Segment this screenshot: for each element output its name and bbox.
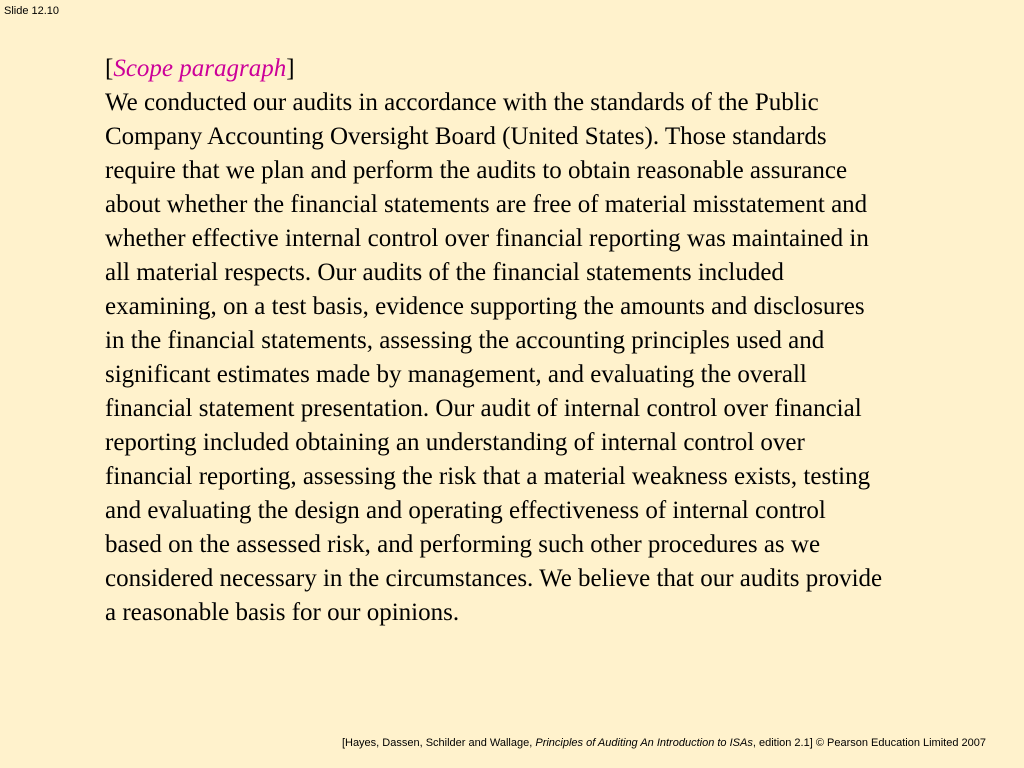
paragraph-line: require that we plan and perform the audits to obtain reasonable assurance (105, 157, 848, 184)
paragraph-line: all material respects. Our audits of the financial statements included (105, 259, 784, 286)
section-heading (105, 52, 1005, 86)
paragraph-line: significant estimates made by management, and evaluating the overall (105, 361, 807, 388)
paragraph-line: a reasonable basis for our opinions. (105, 599, 460, 626)
heading-close-bracket: ] (286, 55, 295, 82)
scope-paragraph-text (105, 86, 1005, 630)
paragraph-line: reporting included obtaining an understanding of internal control over (105, 429, 805, 456)
paragraph-line: considered necessary in the circumstances. We believe that our audits provide (105, 565, 883, 592)
paragraph-line: whether effective internal control over financial reporting was maintained in (105, 225, 869, 252)
slide-number: Slide 12.10 (4, 5, 60, 17)
footer-prefix: [Hayes, Dassen, Schilder and Wallage, (341, 737, 536, 749)
paragraph-line: Company Accounting Oversight Board (United States). Those standards (105, 123, 827, 150)
footer-citation (342, 737, 986, 749)
paragraph-line: and evaluating the design and operating effectiveness of internal control (105, 497, 826, 524)
paragraph-line: We conducted our audits in accordance with the standards of the Public (105, 89, 819, 116)
heading-open-bracket: [ (105, 55, 114, 82)
paragraph-line: examining, on a test basis, evidence supporting the amounts and disclosures (105, 293, 865, 320)
footer-suffix: , edition 2.1] © Pearson Education Limited 2007 (752, 737, 986, 749)
paragraph-line: based on the assessed risk, and performing such other procedures as we (105, 531, 821, 558)
footer-book-title: Principles of Auditing An Introduction to ISAs (535, 737, 753, 749)
paragraph-line: financial statement presentation. Our audit of internal control over financial (105, 395, 862, 422)
paragraph-line: financial reporting, assessing the risk that a material weakness exists, testing (105, 463, 871, 490)
heading-title: Scope paragraph (113, 55, 287, 82)
paragraph-line: about whether the financial statements are free of material misstatement and (105, 191, 868, 218)
paragraph-line: in the financial statements, assessing the accounting principles used and (105, 327, 825, 354)
slide-body (105, 52, 1005, 630)
